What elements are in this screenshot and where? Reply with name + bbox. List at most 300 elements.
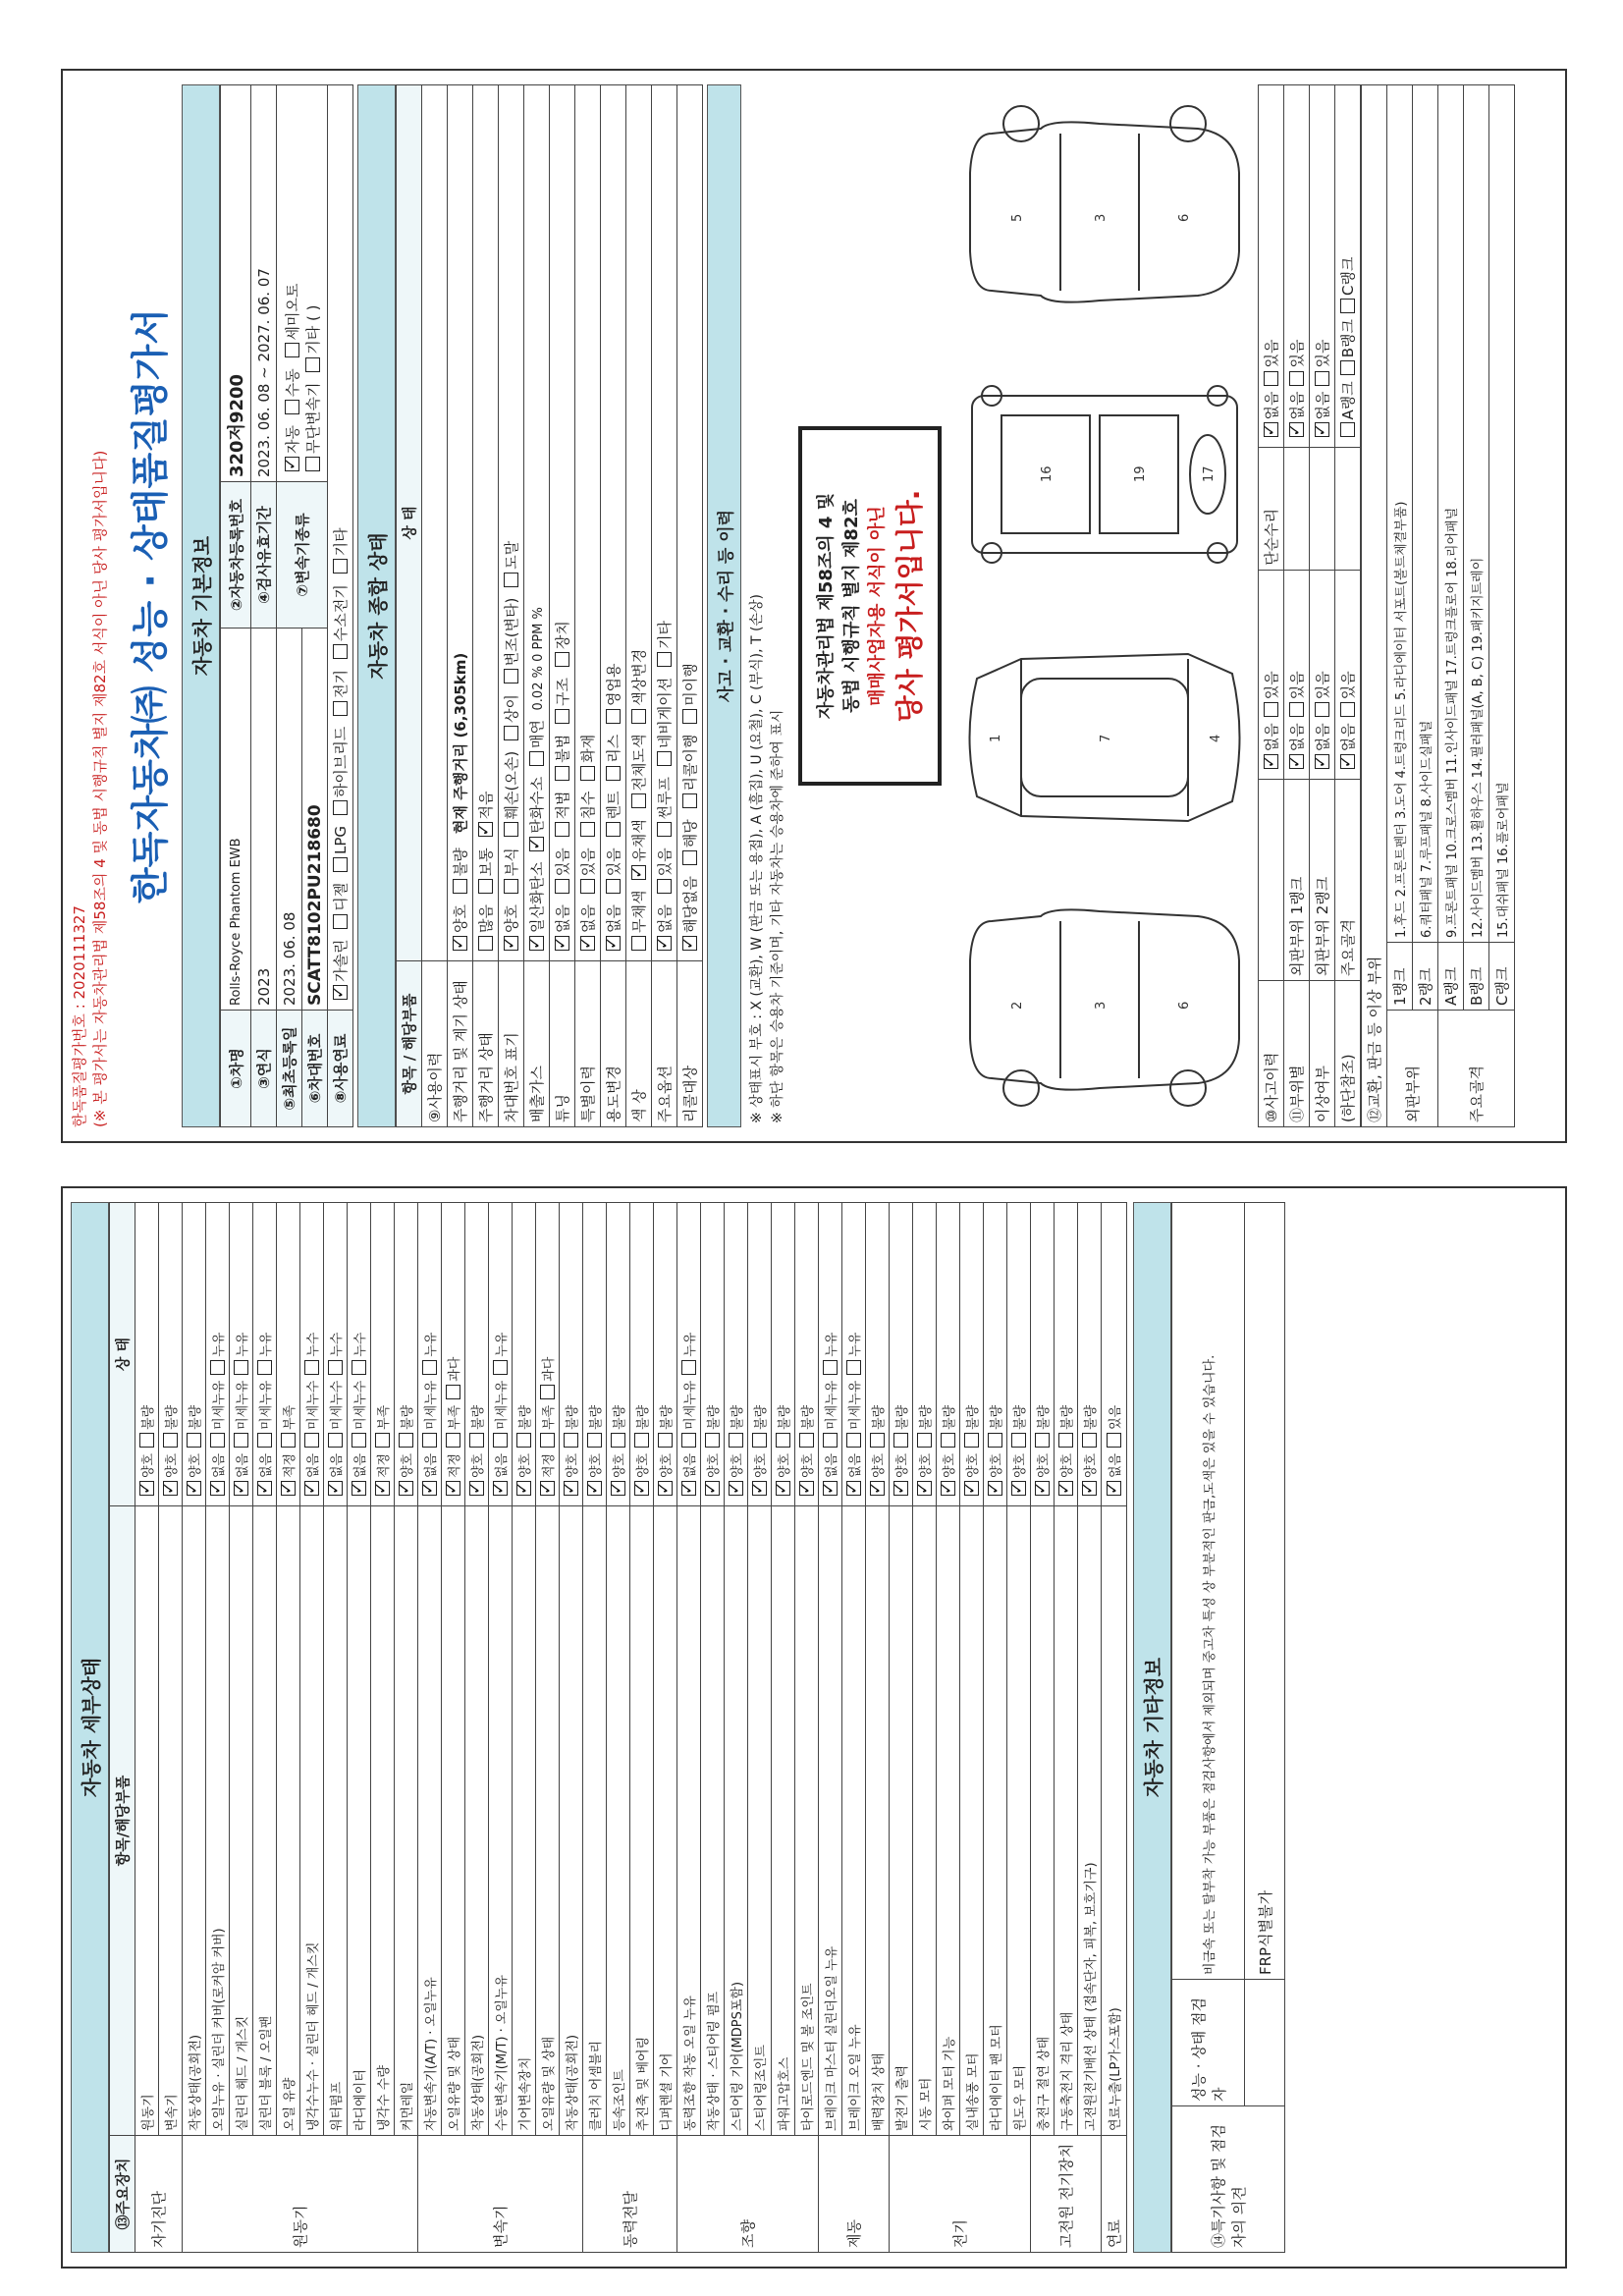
accident-table <box>1258 84 1361 1127</box>
opt: 있음 <box>1314 339 1331 368</box>
checkbox[interactable] <box>375 1433 390 1448</box>
checkbox[interactable] <box>776 1433 790 1448</box>
checkbox[interactable] <box>682 709 697 724</box>
checkbox[interactable] <box>139 1433 154 1448</box>
checkbox[interactable] <box>446 1385 460 1399</box>
checkbox[interactable] <box>352 1481 366 1496</box>
checkbox[interactable] <box>493 1481 508 1496</box>
acc-label-1: ⑪부위별 <box>1284 981 1310 1127</box>
detail-row <box>230 1203 253 2253</box>
checkbox[interactable] <box>564 1481 578 1496</box>
car-side-left-diagram <box>962 882 1247 1118</box>
checkbox[interactable] <box>257 1360 272 1375</box>
state-option: 있음 <box>1109 1404 1123 1430</box>
acc-label-2: 이상여부 <box>1310 981 1335 1127</box>
svg-text:6: 6 <box>1177 1001 1192 1010</box>
state-option: 양호 <box>707 1452 722 1478</box>
checkbox[interactable] <box>658 1481 673 1496</box>
opt: 해당 <box>681 819 699 848</box>
checkbox[interactable] <box>234 1360 248 1375</box>
state-option: 양호 <box>872 1452 887 1478</box>
checkbox[interactable] <box>988 1433 1002 1448</box>
detail-row <box>1007 1203 1031 2253</box>
checkbox[interactable] <box>631 936 646 951</box>
checkbox[interactable] <box>1315 702 1329 717</box>
opt: 매연 <box>528 720 546 749</box>
checkbox[interactable] <box>540 1385 555 1399</box>
checkbox[interactable] <box>555 936 569 951</box>
checkbox[interactable] <box>257 1433 272 1448</box>
frame-label: 주요골격 <box>1438 1011 1515 1127</box>
checkbox[interactable] <box>941 1433 955 1448</box>
checkbox[interactable] <box>964 1433 979 1448</box>
checkbox[interactable] <box>333 701 348 716</box>
checkbox[interactable] <box>504 573 518 587</box>
detail-band: 자동차 세부상태 <box>71 1202 109 2253</box>
checkbox[interactable] <box>305 357 320 372</box>
detail-item-label: 자동변속기(A/T) · 오일누유 <box>418 1506 442 2136</box>
checkbox[interactable] <box>988 1481 1002 1496</box>
detail-item-label: 충전구 절연 상태 <box>1031 1506 1055 2136</box>
checkbox[interactable] <box>1289 702 1304 717</box>
detail-item-label: 냉각수 수량 <box>371 1506 395 2136</box>
checkbox[interactable] <box>529 751 544 766</box>
checkbox[interactable] <box>564 1433 578 1448</box>
detail-item-label: 파워고압호스 <box>772 1506 795 2136</box>
detail-item-state <box>513 1203 536 1506</box>
checkbox[interactable] <box>555 652 569 667</box>
opt: 적음 <box>477 791 495 820</box>
checkbox[interactable] <box>682 793 697 808</box>
checkbox[interactable] <box>681 1360 696 1375</box>
checkbox[interactable] <box>453 879 467 894</box>
state-option: 불량 <box>872 1404 887 1430</box>
row-recall: 리콜대상 <box>677 961 703 1127</box>
state-option: 누유 <box>848 1332 863 1357</box>
detail-group-label: 동력전달 <box>583 2136 677 2253</box>
checkbox[interactable] <box>634 1481 649 1496</box>
checkbox[interactable] <box>1082 1481 1097 1496</box>
opt: B랭크 <box>1339 318 1357 358</box>
checkbox[interactable] <box>1340 702 1355 717</box>
opt: 해당없음 <box>681 876 699 933</box>
checkbox[interactable] <box>210 1481 225 1496</box>
checkbox[interactable] <box>234 1481 248 1496</box>
checkbox[interactable] <box>606 766 621 781</box>
checkbox[interactable] <box>1340 754 1355 769</box>
checkbox[interactable] <box>469 1481 484 1496</box>
checkbox[interactable] <box>1035 1481 1050 1496</box>
checkbox[interactable] <box>493 1360 508 1375</box>
checkbox[interactable] <box>453 936 467 951</box>
checkbox[interactable] <box>1315 754 1329 769</box>
state-option: 누유 <box>424 1332 439 1357</box>
checkbox[interactable] <box>611 1433 625 1448</box>
acc-opts2-0 <box>1259 85 1284 449</box>
checkbox[interactable] <box>257 1481 272 1496</box>
checkbox[interactable] <box>478 822 493 837</box>
checkbox[interactable] <box>281 1433 296 1448</box>
checkbox[interactable] <box>1340 360 1355 375</box>
checkbox[interactable] <box>555 709 569 724</box>
checkbox[interactable] <box>657 879 672 894</box>
checkbox[interactable] <box>776 1481 790 1496</box>
checkbox[interactable] <box>478 936 493 951</box>
detail-item-state <box>253 1203 277 1506</box>
state-option: 없음 <box>1109 1452 1123 1478</box>
emission-values: 0.02 % 0 PPM % <box>531 607 546 711</box>
checkbox[interactable] <box>304 1433 319 1448</box>
detail-row <box>725 1203 748 2253</box>
checkbox[interactable] <box>1340 423 1355 438</box>
checkbox[interactable] <box>399 1481 413 1496</box>
checkbox[interactable] <box>333 644 348 659</box>
checkbox[interactable] <box>333 559 348 574</box>
checkbox[interactable] <box>516 1481 531 1496</box>
state-option: 불량 <box>943 1404 957 1430</box>
acc-opts-3 <box>1335 570 1361 779</box>
checkbox[interactable] <box>504 726 518 740</box>
note-1: ※ 상태표시 부호 : X (교환), W (판금 또는 용접), A (흠집), U (요철), C (부식), T (손상) <box>749 593 765 1123</box>
checkbox[interactable] <box>705 1481 720 1496</box>
detail-row <box>701 1203 725 2253</box>
checkbox[interactable] <box>799 1433 814 1448</box>
detail-item-state <box>1102 1203 1127 1506</box>
checkbox[interactable] <box>1264 754 1278 769</box>
checkbox[interactable] <box>657 652 672 667</box>
detail-item-label: 구동축전지 격리 상태 <box>1055 1506 1078 2136</box>
detail-row <box>183 1203 206 2253</box>
detail-item-state <box>913 1203 937 1506</box>
stamp-line-1: 자동차관리법 제58조의 4 및 <box>816 492 837 720</box>
checkbox[interactable] <box>606 936 621 951</box>
opt: 있음 <box>656 847 674 877</box>
detail-table <box>109 1202 1127 2253</box>
checkbox[interactable] <box>333 914 348 929</box>
checkbox[interactable] <box>658 1433 673 1448</box>
checkbox[interactable] <box>352 1360 366 1375</box>
checkbox[interactable] <box>681 1481 696 1496</box>
checkbox[interactable] <box>1011 1481 1026 1496</box>
state-option: 양호 <box>801 1452 816 1478</box>
checkbox[interactable] <box>555 766 569 781</box>
checkbox[interactable] <box>304 1481 319 1496</box>
checkbox[interactable] <box>846 1481 861 1496</box>
checkbox[interactable] <box>580 822 595 837</box>
opt: 리콜이행 <box>681 734 699 792</box>
checkbox[interactable] <box>469 1433 484 1448</box>
detail-row <box>348 1203 371 2253</box>
checkbox[interactable] <box>1264 371 1278 386</box>
fuel-gasoline: 가솔린 <box>332 939 350 982</box>
checkbox[interactable] <box>328 1360 343 1375</box>
state-option: 불량 <box>895 1404 910 1430</box>
checkbox[interactable] <box>304 1360 319 1375</box>
emission-state <box>524 85 550 961</box>
checkbox[interactable] <box>587 1433 602 1448</box>
checkbox[interactable] <box>375 1481 390 1496</box>
checkbox[interactable] <box>823 1481 838 1496</box>
checkbox[interactable] <box>504 879 518 894</box>
opt: 불량 <box>452 847 469 877</box>
checkbox[interactable] <box>210 1433 225 1448</box>
checkbox[interactable] <box>917 1481 932 1496</box>
checkbox[interactable] <box>634 1433 649 1448</box>
checkbox[interactable] <box>422 1481 437 1496</box>
detail-row <box>489 1203 513 2253</box>
stamp-line-3: 매매사업자용 서식이 아닌 <box>867 506 888 706</box>
checkbox[interactable] <box>285 400 299 414</box>
checkbox[interactable] <box>631 865 646 880</box>
state-option: 없음 <box>848 1452 863 1478</box>
row-odometer-label: 계기 상태 <box>452 980 469 1042</box>
checkbox[interactable] <box>1264 423 1278 438</box>
detail-item-label: 연료누출(LP가스포함) <box>1102 1506 1127 2136</box>
detail-item-state <box>772 1203 795 1506</box>
checkbox[interactable] <box>1264 702 1278 717</box>
checkbox[interactable] <box>555 879 569 894</box>
state-option: 누수 <box>330 1332 345 1357</box>
detail-row <box>842 1203 866 2253</box>
detail-row <box>937 1203 960 2253</box>
opt: 구조 <box>554 677 571 706</box>
checkbox[interactable] <box>1058 1433 1073 1448</box>
checkbox[interactable] <box>493 1433 508 1448</box>
checkbox[interactable] <box>799 1481 814 1496</box>
detail-item-label: 윈도우 모터 <box>1007 1506 1031 2136</box>
opt: 없음 <box>1263 723 1280 752</box>
checkbox[interactable] <box>422 1433 437 1448</box>
checkbox[interactable] <box>187 1433 201 1448</box>
checkbox[interactable] <box>611 1481 625 1496</box>
detail-item-label: 동력조향 작동 오일 누유 <box>677 1506 701 2136</box>
state-option: 미세누유 <box>825 1380 839 1430</box>
checkbox[interactable] <box>333 857 348 872</box>
detail-row <box>1031 1203 1055 2253</box>
checkbox[interactable] <box>281 1481 296 1496</box>
svg-text:3: 3 <box>1094 1001 1109 1010</box>
acc-col1-1: 외판부위 1랭크 <box>1284 780 1310 981</box>
checkbox[interactable] <box>606 709 621 724</box>
checkbox[interactable] <box>529 936 544 951</box>
acc-label-0: ⑩사고이력 <box>1259 981 1284 1127</box>
checkbox[interactable] <box>516 1433 531 1448</box>
checkbox[interactable] <box>846 1360 861 1375</box>
checkbox[interactable] <box>540 1481 555 1496</box>
rankA-parts: 9.프론트패널 10.크로스멤버 11.인사이드패널 17.트렁크플로어 18.리어패널 <box>1438 85 1464 943</box>
checkbox[interactable] <box>504 822 518 837</box>
detail-item-state <box>795 1203 819 1506</box>
checkbox[interactable] <box>823 1360 838 1375</box>
row-tuning: 튜닝 <box>550 961 575 1127</box>
detail-row <box>277 1203 300 2253</box>
checkbox[interactable] <box>1340 299 1355 313</box>
checkbox[interactable] <box>631 793 646 808</box>
state-option: 미세누유 <box>424 1380 439 1430</box>
checkbox[interactable] <box>823 1433 838 1448</box>
checkbox[interactable] <box>1289 371 1304 386</box>
checkbox[interactable] <box>446 1433 460 1448</box>
detail-item-label: 배력장치 상태 <box>866 1506 890 2136</box>
detail-item-label: 스티어링조인트 <box>748 1506 772 2136</box>
checkbox[interactable] <box>163 1481 178 1496</box>
checkbox[interactable] <box>210 1360 225 1375</box>
row-emission: 배출가스 <box>524 961 550 1127</box>
checkbox[interactable] <box>285 343 299 357</box>
checkbox[interactable] <box>729 1481 743 1496</box>
checkbox[interactable] <box>1289 423 1304 438</box>
other-note: 비금속 또는 탈부착 가능 부품은 점검사항에서 제외되며 중고차 특성 상 부분적인 판금,도색은 있을 수 있습니다. <box>1172 1203 1245 1980</box>
checkbox[interactable] <box>1082 1433 1097 1448</box>
checkbox[interactable] <box>1315 423 1329 438</box>
checkbox[interactable] <box>285 457 299 471</box>
checkbox[interactable] <box>1035 1433 1050 1448</box>
svg-text:7: 7 <box>1099 734 1113 742</box>
checkbox[interactable] <box>504 669 518 683</box>
checkbox[interactable] <box>529 837 544 851</box>
state-option: 불량 <box>919 1404 934 1430</box>
opt: 부식 <box>503 847 520 877</box>
label-car-name: ①차명 <box>221 1011 251 1127</box>
detail-item-label: 실린더 헤드 / 개스킷 <box>230 1506 253 2136</box>
checkbox[interactable] <box>1011 1433 1026 1448</box>
checkbox[interactable] <box>606 879 621 894</box>
checkbox[interactable] <box>917 1433 932 1448</box>
checkbox[interactable] <box>352 1433 366 1448</box>
checkbox[interactable] <box>422 1360 437 1375</box>
opt: 기타 <box>656 620 674 649</box>
checkbox[interactable] <box>234 1433 248 1448</box>
checkbox[interactable] <box>328 1433 343 1448</box>
checkbox[interactable] <box>580 879 595 894</box>
row-usage-change: 용도변경 <box>601 961 626 1127</box>
checkbox[interactable] <box>139 1481 154 1496</box>
checkbox[interactable] <box>399 1433 413 1448</box>
checkbox[interactable] <box>1107 1433 1121 1448</box>
checkbox[interactable] <box>941 1481 955 1496</box>
rankB-parts: 12.사이드멤버 13.휠하우스 14.필러패널(A, B, C) 19.패키지트레이 <box>1464 85 1489 943</box>
checkbox[interactable] <box>587 1481 602 1496</box>
state-option: 불량 <box>471 1404 486 1430</box>
checkbox[interactable] <box>446 1481 460 1496</box>
other-band: 자동차 기타정보 <box>1133 1202 1171 2253</box>
opt: 썬루프 <box>656 776 674 820</box>
checkbox[interactable] <box>478 879 493 894</box>
state-option: 과다 <box>542 1356 557 1382</box>
stamp-line-2: 동법 시행규칙 별지 제82호 <box>841 499 862 713</box>
detail-item-state <box>960 1203 984 1506</box>
checkbox[interactable] <box>682 850 697 865</box>
checkbox[interactable] <box>333 985 348 1000</box>
checkbox[interactable] <box>631 709 646 724</box>
checkbox[interactable] <box>606 822 621 837</box>
state-option: 미세누수 <box>330 1380 345 1430</box>
opt-auto: 자동 <box>283 425 301 455</box>
detail-col-state: 상 태 <box>110 1203 135 1506</box>
checkbox[interactable] <box>893 1481 908 1496</box>
checkbox[interactable] <box>893 1433 908 1448</box>
detail-row <box>1102 1203 1127 2253</box>
opt: 없음 <box>1314 723 1331 752</box>
state-option: 불량 <box>165 1404 180 1430</box>
checkbox[interactable] <box>1107 1481 1121 1496</box>
state-option: 양호 <box>990 1452 1004 1478</box>
detail-item-state <box>159 1203 183 1506</box>
svg-text:1: 1 <box>989 734 1003 742</box>
checkbox[interactable] <box>540 1433 555 1448</box>
checkbox[interactable] <box>163 1433 178 1448</box>
checkbox[interactable] <box>1289 754 1304 769</box>
checkbox[interactable] <box>846 1433 861 1448</box>
detail-row <box>677 1203 701 2253</box>
checkbox[interactable] <box>964 1481 979 1496</box>
detail-col-item: 항목/해당부품 <box>110 1506 135 2136</box>
detail-row <box>913 1203 937 2253</box>
detail-row <box>795 1203 819 2253</box>
detail-item-state <box>230 1203 253 1506</box>
checkbox[interactable] <box>555 822 569 837</box>
checkbox[interactable] <box>682 936 697 951</box>
checkbox[interactable] <box>328 1481 343 1496</box>
checkbox[interactable] <box>681 1433 696 1448</box>
checkbox[interactable] <box>870 1433 885 1448</box>
detail-row <box>960 1203 984 2253</box>
detail-row <box>1078 1203 1102 2253</box>
basic-info-table <box>220 84 353 1127</box>
detail-row <box>1055 1203 1078 2253</box>
checkbox[interactable] <box>752 1433 767 1448</box>
state-option: 없음 <box>330 1452 345 1478</box>
checkbox[interactable] <box>305 457 320 471</box>
row-usage-history: ⑨사용이력 <box>422 961 448 1127</box>
opt: 탄화수소 <box>528 776 546 834</box>
detail-row <box>465 1203 489 2253</box>
checkbox[interactable] <box>705 1433 720 1448</box>
other-table <box>1171 1202 1285 2253</box>
checkbox[interactable] <box>580 766 595 781</box>
checkbox[interactable] <box>657 822 672 837</box>
checkbox[interactable] <box>333 800 348 815</box>
detail-item-state <box>701 1203 725 1506</box>
opt: 침수 <box>579 791 597 820</box>
opt: 없음 <box>1339 723 1357 752</box>
checkbox[interactable] <box>657 751 672 766</box>
checkbox[interactable] <box>187 1481 201 1496</box>
detail-group-label: 전기 <box>890 2136 1031 2253</box>
opt: 있음 <box>1263 671 1280 700</box>
checkbox[interactable] <box>752 1481 767 1496</box>
checkbox[interactable] <box>657 936 672 951</box>
opt: 미이행 <box>681 663 699 706</box>
checkbox[interactable] <box>504 936 518 951</box>
checkbox[interactable] <box>729 1433 743 1448</box>
odometer-state <box>448 85 473 961</box>
checkbox[interactable] <box>1315 371 1329 386</box>
checkbox[interactable] <box>580 936 595 951</box>
exchange-table <box>1361 84 1515 1127</box>
detail-row <box>984 1203 1007 2253</box>
checkbox[interactable] <box>870 1481 885 1496</box>
checkbox[interactable] <box>1058 1481 1073 1496</box>
detail-item-label: 시동 모터 <box>913 1506 937 2136</box>
label-reg-no: ②자동차등록번호 <box>221 482 251 629</box>
detail-row <box>253 1203 277 2253</box>
state-option: 미세누유 <box>848 1380 863 1430</box>
car-side-right-diagram <box>962 94 1247 330</box>
svg-text:17: 17 <box>1202 465 1217 483</box>
row-vin-mark: 차대번호 표기 <box>499 961 524 1127</box>
detail-item-state <box>748 1203 772 1506</box>
